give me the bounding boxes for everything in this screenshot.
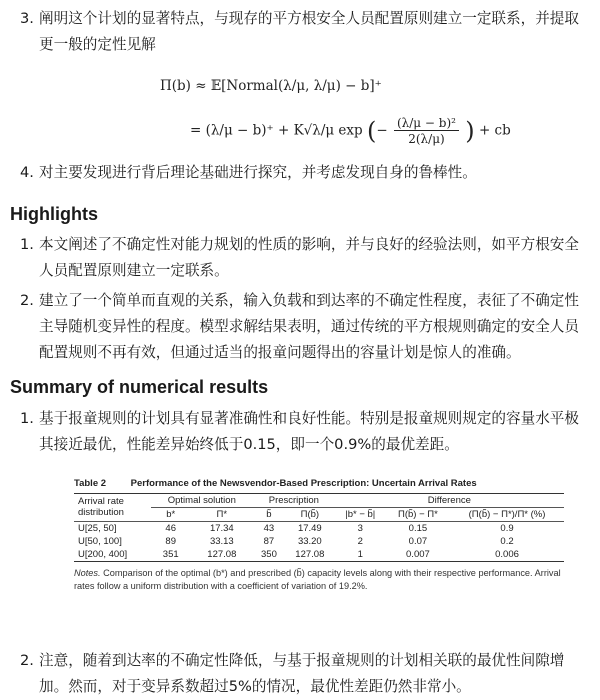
- list-number: 2.: [20, 652, 34, 669]
- table-cell: 33.20: [297, 536, 322, 547]
- table-cell: 17.49: [297, 523, 322, 534]
- column-header: Π(b̃) − Π*: [397, 509, 438, 520]
- table-row: [74, 548, 564, 562]
- table-cell: 33.13: [209, 536, 234, 547]
- column-header: (Π(b̃) − Π*)/Π* (%): [468, 509, 546, 520]
- paren-right: ): [465, 117, 475, 145]
- list-number: 1.: [20, 410, 34, 427]
- table-notes-label: Notes.: [74, 568, 101, 578]
- table-cell: 351: [162, 549, 179, 560]
- row-label-header-line-1: Arrival rate: [78, 496, 124, 507]
- results-table: [74, 478, 564, 593]
- table-cell: 89: [165, 536, 176, 547]
- table-cell: 0.007: [406, 549, 430, 560]
- paren-left: (: [366, 117, 377, 145]
- table-cell: 0.15: [408, 523, 428, 534]
- table-title: Performance of the Newsvendor-Based Prescription: Uncertain Arrival Rates: [130, 478, 477, 489]
- table-cell: 0.2: [500, 536, 514, 547]
- column-header: b*: [166, 509, 176, 520]
- formula-line-2-post: + cb: [478, 122, 511, 139]
- table-cell: 1: [357, 549, 363, 560]
- list-number: 3.: [20, 10, 34, 27]
- table-caption: [74, 478, 564, 489]
- row-label-header-line-2: distribution: [78, 507, 124, 518]
- table-notes-text: Comparison of the optimal (b*) and prescribed (b̃) capacity levels along with their respective performance. Arrival rates follow a uniform distribution with a coefficient of variation of 19.2%.: [74, 568, 561, 591]
- column-header: Π(b̃): [300, 509, 320, 520]
- section-heading-summary: Summary of numerical results: [10, 377, 269, 397]
- table-row: [74, 535, 564, 548]
- formula-line-1: Π(b) ≈ 𝔼[Normal(λ/μ, λ/μ) − b]⁺: [160, 78, 382, 94]
- list-text: 基于报童规则的计划具有显著准确性和良好性能。特别是报童规则规定的容量水平极其接近最优，性能差异始终低于0.15，即一个0.9%的最优差距。: [39, 410, 579, 453]
- group-header-optimal: Optimal solution: [151, 494, 253, 508]
- list-text: 建立了一个简单而直观的关系，输入负载和到达率的不确定性程度，表征了不确定性主导随机变异性的程度。模型求解结果表明，通过传统的平方根规则确定的安全人员配置规则不再有效，但通过适当的报童问题得出的容量计划是惊人的准确。: [39, 292, 579, 361]
- group-header-difference: Difference: [335, 494, 564, 508]
- table-cell-dist: U[50, 100]: [78, 536, 122, 547]
- table-label: Table 2: [74, 478, 107, 489]
- section-heading-highlights: Highlights: [10, 204, 98, 224]
- table-cell: 0.9: [500, 523, 514, 534]
- table-group-header-row: [74, 494, 564, 508]
- table-cell: 0.006: [495, 549, 519, 560]
- fraction-numerator: (λ/μ − b)²: [394, 116, 459, 131]
- formula-line-2-pre: = (λ/μ − b)⁺ + K√λ/μ exp: [190, 122, 363, 139]
- table-cell: 17.34: [209, 523, 234, 534]
- table-cell: 46: [165, 523, 176, 534]
- table-cell: 3: [357, 523, 363, 534]
- table-cell-dist: U[200, 400]: [78, 549, 128, 560]
- table-cell: 43: [263, 523, 275, 534]
- table-row: [74, 522, 564, 536]
- column-header: b̃: [266, 509, 272, 520]
- table-cell: 127.08: [207, 549, 237, 560]
- list-text: 本文阐述了不确定性对能力规划的性质的影响，并与良好的经验法则，如平方根安全人员配置原则建立一定联系。: [39, 236, 579, 279]
- list-text: 注意，随着到达率的不确定性降低，与基于报童规则的计划相关联的最优性间隙增加。然而，对于变异系数超过5%的情况，最优性差距仍然非常小。: [39, 652, 565, 695]
- table-cell: 2: [357, 536, 363, 547]
- formula: [160, 78, 520, 148]
- column-header: Π*: [216, 509, 228, 520]
- table-notes: [74, 567, 564, 593]
- table-cell: 350: [261, 549, 277, 560]
- column-header: |b* − b̃|: [345, 509, 376, 520]
- list-number: 2.: [20, 292, 34, 309]
- group-header-prescription: Prescription: [253, 494, 335, 508]
- table-cell: 127.08: [295, 549, 325, 560]
- list-number: 4.: [20, 164, 34, 181]
- list-text: 对主要发现进行背后理论基础进行探究，并考虑发现自身的鲁棒性。: [39, 164, 477, 181]
- table-cell: 0.07: [408, 536, 428, 547]
- table-cell: 87: [263, 536, 275, 547]
- fraction-denominator: 2(λ/μ): [408, 132, 445, 146]
- table-grid: [74, 494, 564, 562]
- table-cell-dist: U[25, 50]: [78, 523, 117, 534]
- formula-line-2: = (λ/μ − b)⁺ + K√λ/μ exp (− $\frac{\text{(λ/μ − b)²}}{2(\lambda/\mu)}$ ) + cb: [190, 116, 511, 146]
- list-number: 1.: [20, 236, 34, 253]
- row-label-header: [74, 494, 151, 522]
- list-text: 阐明这个计划的显著特点，与现存的平方根安全人员配置原则建立一定联系，并提取更一般的定性见解: [39, 10, 579, 53]
- formula-fraction: [394, 116, 459, 146]
